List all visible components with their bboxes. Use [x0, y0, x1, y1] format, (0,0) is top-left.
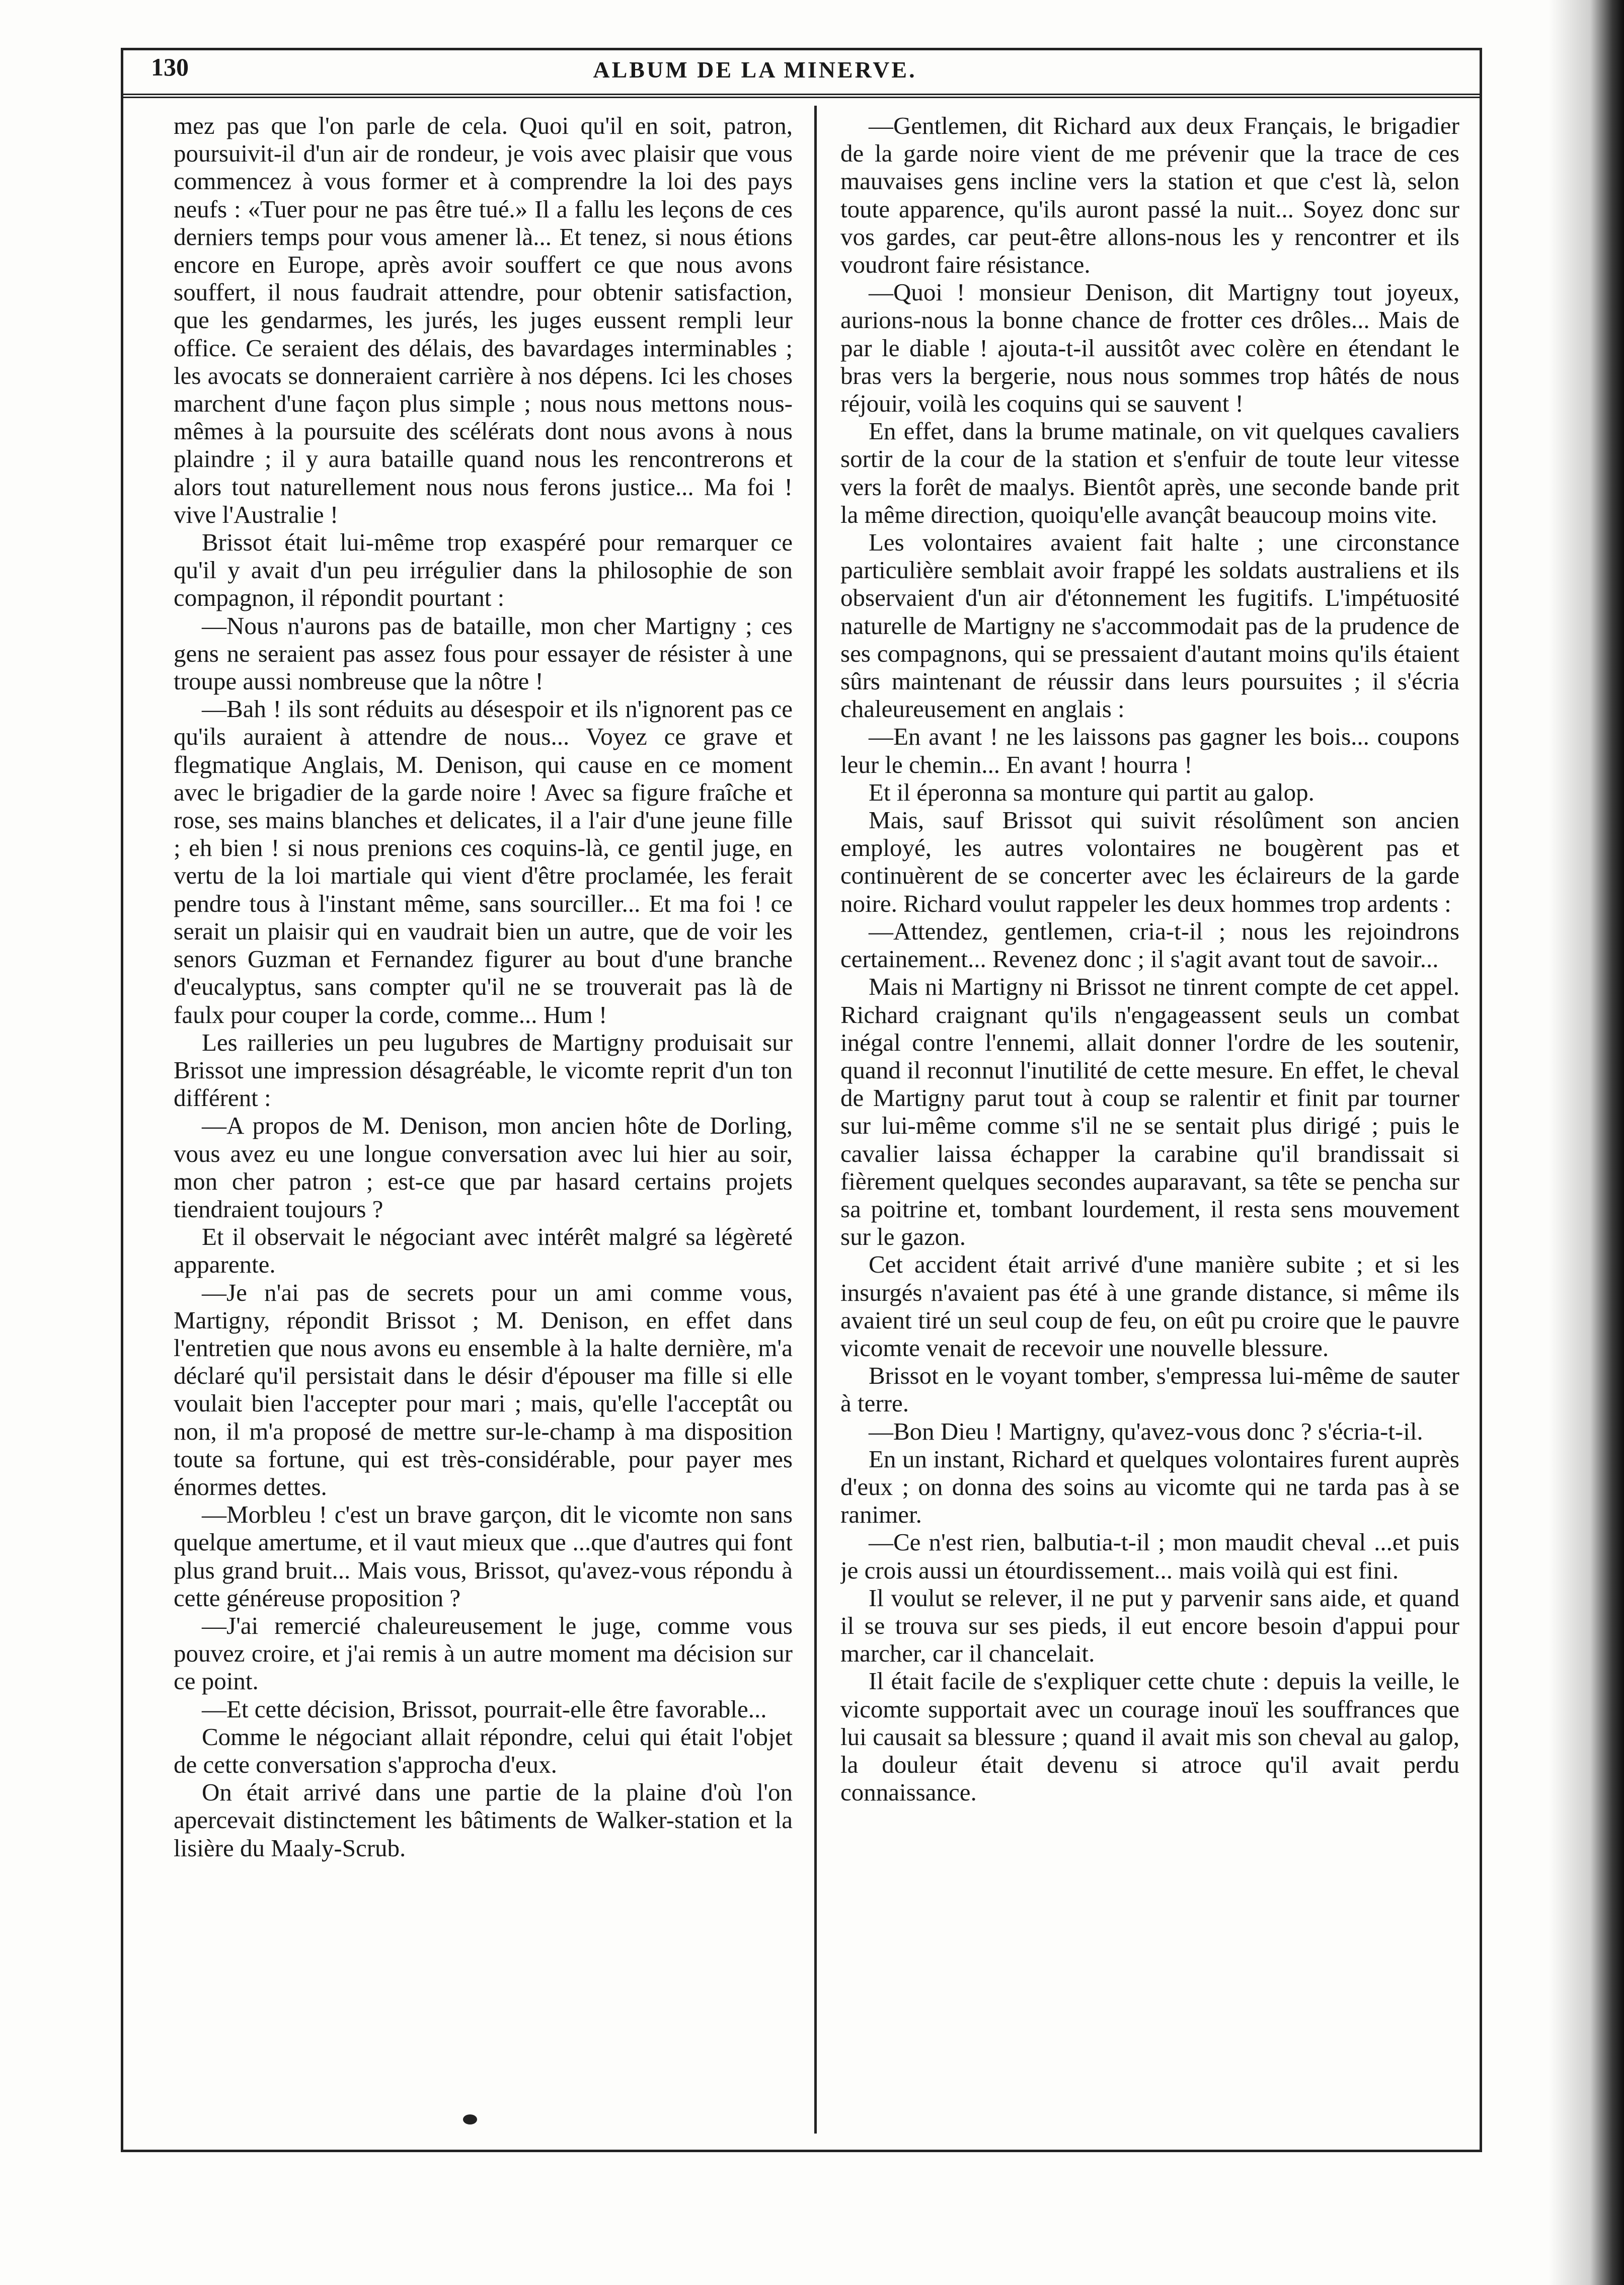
paragraph: Les volontaires avaient fait halte ; une circonstance particulière semblait avoir frappé les soldats australiens et ils observaient d'un air d'étonnement les fugitifs. L'impétuosité naturelle de Martigny ne s'accommodait pas de la prudence de ses compagnons, qui se pressaient d'autant moins qu'ils étaient sûrs maintenant de réussir dans leurs poursuites ; il s'écria chaleureusement en anglais : — [840, 528, 1459, 723]
paragraph: —Bon Dieu ! Martigny, qu'avez-vous donc ? s'écria-t-il. — [869, 1417, 1423, 1445]
paragraph: On était arrivé dans une partie de la plaine d'où l'on apercevait distinctement les bâtiments de Walker-station et la lisière du Maaly-Scrub. — [174, 1778, 793, 1862]
paragraph: En un instant, Richard et quelques volontaires furent auprès d'eux ; on donna des soins au vicomte qui ne tarda pas à se ranimer. — [840, 1445, 1459, 1529]
binding-shadow — [1549, 0, 1624, 2285]
column-divider — [814, 106, 817, 2134]
paragraph: Brissot était lui-même trop exaspéré pour remarquer ce qu'il y avait d'un peu irrégulier dans la philosophie de son compagnon, il répondit pourtant : — [174, 528, 793, 612]
paragraph: Et il éperonna sa monture qui partit au galop. — [869, 778, 1314, 806]
paragraph: Il était facile de s'expliquer cette chute : depuis la veille, le vicomte supportait avec un courage inouï les souffrances que lui causait sa blessure ; quand il avait mis son cheval au galop, la douleur était devenu si atroce qu'il avait perdu connaissance. — [840, 1667, 1459, 1806]
paragraph: —J'ai remercié chaleureusement le juge, comme vous pouvez croire, et j'ai remis à un autre moment ma décision sur ce point. — [174, 1611, 793, 1695]
paragraph: Comme le négociant allait répondre, celui qui était l'objet de cette conversation s'approcha d'eux. — [174, 1722, 793, 1778]
end-ornament — [463, 2114, 477, 2124]
paragraph: —Quoi ! monsieur Denison, dit Martigny tout joyeux, aurions-nous la bonne chance de frotter ces drôles... Mais de par le diable ! ajouta-t-il aussitôt avec colère en étendant le bras vers la bergerie, nous nous sommes trop hâtés de nous réjouir, voilà les coquins qui se sauvent ! — [840, 278, 1459, 418]
paragraph: Et il observait le négociant avec intérêt malgré sa légèreté apparente. — [174, 1223, 793, 1279]
frame-left-rule — [121, 48, 123, 2151]
paragraph: Mais, sauf Brissot qui suivit résolûment son ancien employé, les autres volontaires ne bougèrent pas et continuèrent de se concerter avec les éclaireurs de la garde noire. Richard voulut rappeler les deux hommes trop ardents : — [840, 806, 1459, 917]
paragraph: Les railleries un peu lugubres de Martigny produisait sur Brissot une impression désagréable, le vicomte reprit d'un ton différent : — [174, 1028, 793, 1112]
paragraph: mez pas que l'on parle de cela. Quoi qu'il en soit, patron, poursuivit-il d'un air de rondeur, je vois avec plaisir que vous commencez à vous former et à comprendre la loi des pays neufs : «Tuer pour ne pas être tué.» Il a fallu les leçons de ces derniers temps pour vous amener là... Et tenez, si nous étions encore en Europe, après avoir souffert ce que nous avons souffert, il nous faudrait attendre, pour obtenir satisfaction, que les gendarmes, les jurés, les juges eussent rempli leur office. Ce seraient des délais, des bavardages interminables ; les avocats se donneraient carrière à nos dépens. Ici les choses marchent d'une façon plus simple ; nous nous mettons nous-mêmes à la poursuite des scélérats dont nous avons à nous plaindre ; il y aura bataille quand nous les rencontrerons et alors tout naturellement nous nous ferons justice... Ma foi ! vive l'Australie ! — [174, 112, 793, 528]
paragraph: Cet accident était arrivé d'une manière subite ; et si les insurgés n'avaient pas été à une grande distance, si même ils avaient tiré un seul coup de feu, on eût pu croire que le pauvre vicomte venait de recevoir une nouvelle blessure. — [840, 1250, 1459, 1362]
page-number: 130 — [151, 53, 189, 81]
paragraph: —Et cette décision, Brissot, pourrait-elle être favorable... — [202, 1695, 767, 1723]
paragraph: —Ce n'est rien, balbutia-t-il ; mon maudit cheval ...et puis je crois aussi un étourdissement... mais voilà qui est fini. — [840, 1528, 1459, 1584]
right-column — [840, 112, 1459, 2145]
paragraph: —Bah ! ils sont réduits au désespoir et ils n'ignorent pas ce qu'ils auraient à attendre de nous... Voyez ce grave et flegmatique Anglais, M. Denison, qui cause en ce moment avec le brigadier de la garde noire ! Avec sa figure fraîche et rose, ses mains blanches et delicates, il a l'air d'une jeune fille ; eh bien ! si nous prenions ces coquins-là, ce gentil juge, en vertu de la loi martiale qui vient d'être proclamée, les ferait pendre tous à l'instant même, sans sourciller... Et ma foi ! ce serait un plaisir qui en vaudrait bien un autre, que de voir les senors Guzman et Fernandez figurer au bout d'une branche d'eucalyptus, sans compter qu'il ne se trouverait pas là de faulx pour couper la corde, comme... Hum ! — [174, 695, 793, 1029]
frame-right-rule — [1480, 48, 1482, 2151]
paragraph: —Attendez, gentlemen, cria-t-il ; nous les rejoindrons certainement... Revenez donc ; il s'agit avant tout de savoir... — [840, 917, 1459, 973]
header-rule — [121, 94, 1481, 98]
frame-top-rule — [121, 48, 1481, 50]
paragraph: —En avant ! ne les laissons pas gagner les bois... coupons leur le chemin... En avant ! hourra ! — [840, 723, 1459, 778]
frame-bottom-rule — [121, 2150, 1482, 2152]
paragraph: —A propos de M. Denison, mon ancien hôte de Dorling, vous avez eu une longue conversation avec lui hier au soir, mon cher patron ; est-ce que par hasard certains projets tiendraient toujours ? — [174, 1112, 793, 1223]
paragraph: —Morbleu ! c'est un brave garçon, dit le vicomte non sans quelque amertume, et il vaut mieux que ...que d'autres qui font plus grand bruit... Mais vous, Brissot, qu'avez-vous répondu à cette généreuse proposition ? — [174, 1501, 793, 1612]
paragraph: —Je n'ai pas de secrets pour un ami comme vous, Martigny, répondit Brissot ; M. Denison, en effet dans l'entretien que nous avons eu ensemble à la halte dernière, m'a déclaré qu'il persistait dans le désir d'épouser ma fille si elle voulait bien l'accepter pour mari ; mais, qu'elle l'acceptât ou non, il m'a proposé de mettre sur-le-champ à ma disposition toute sa fortune, qui est très-considérable, pour payer mes énormes dettes. — [174, 1278, 793, 1501]
paragraph: Brissot en le voyant tomber, s'empressa lui-même de sauter à terre. — [840, 1362, 1459, 1417]
paragraph: Mais ni Martigny ni Brissot ne tinrent compte de cet appel. Richard craignant qu'ils n'engageassent seuls un combat inégal contre l'ennemi, allait donner l'ordre de les soutenir, quand il reconnut l'inutilité de cette mesure. En effet, le cheval de Martigny parut tout à coup se ralentir et finit par tourner sur lui-même comme s'il ne se sentait plus dirigé ; puis le cavalier laissa échapper la carabine qu'il brandissait si fièrement quelques secondes auparavant, sa tête se pencha sur sa poitrine et, tombant lourdement, il resta sens mouvement sur le gazon. — [840, 973, 1459, 1251]
left-column — [174, 112, 793, 2145]
paragraph: —Nous n'aurons pas de bataille, mon cher Martigny ; ces gens ne seraient pas assez fous pour essayer de résister à une troupe aussi nombreuse que la nôtre ! — [174, 611, 793, 695]
paragraph: En effet, dans la brume matinale, on vit quelques cavaliers sortir de la cour de la station et s'enfuir de toute leur vitesse vers la forêt de maalys. Bientôt après, une seconde bande prit la même direction, quoiqu'elle avançât beaucoup moins vite. — [840, 417, 1459, 528]
paragraph: —Gentlemen, dit Richard aux deux Français, le brigadier de la garde noire vient de me prévenir que la trace de ces mauvaises gens incline vers la station et que c'est là, selon toute apparence, qu'ils auront passé la nuit... Soyez donc sur vos gardes, car peut-être allons-nous les y rencontrer et ils voudront faire résistance. — [840, 112, 1459, 279]
paragraph: Il voulut se relever, il ne put y parvenir sans aide, et quand il se trouva sur ses pieds, il eut encore besoin d'appui pour marcher, car il chancelait. — [840, 1584, 1459, 1668]
running-title: ALBUM DE LA MINERVE. — [593, 57, 917, 83]
